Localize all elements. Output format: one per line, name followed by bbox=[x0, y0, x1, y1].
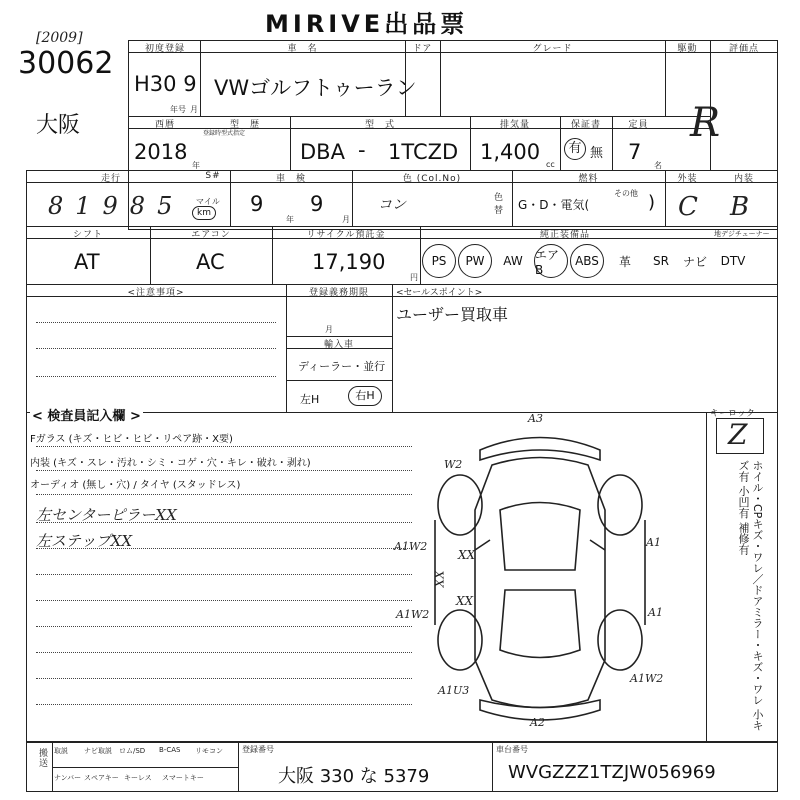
damage-mark-a1w2-rear: A1W2 bbox=[630, 672, 664, 685]
label-import: 輸入車 bbox=[323, 340, 354, 350]
inspector-heading: < 検査員記入欄 > bbox=[30, 405, 143, 424]
year-unit: 年 bbox=[192, 161, 200, 170]
displacement-value: 1,400 bbox=[480, 140, 541, 164]
label-odo: S# bbox=[205, 171, 221, 181]
label-notes: <注意事項> bbox=[127, 288, 185, 298]
color-swap-label: 色替 bbox=[494, 193, 504, 216]
label-plate: 登録番号 bbox=[242, 745, 274, 754]
equipment-item: PS bbox=[422, 244, 456, 278]
equipment-item: SR bbox=[653, 254, 669, 268]
side-notes: ホイル・CPキズ・ワレ／ドアミラー・キズ・ワレ 小キズ有 小凹有 補修有 bbox=[737, 460, 764, 731]
transport-item: キーレス bbox=[124, 774, 152, 782]
transport-item: スマートキー bbox=[162, 774, 204, 782]
damage-mark-a1u3: A1U3 bbox=[438, 684, 470, 697]
equipment-item: ABS bbox=[570, 244, 604, 278]
damage-mark-a1-right: A1 bbox=[646, 536, 661, 549]
equipment-item: DTV bbox=[720, 254, 746, 268]
form-title: MIRIVE出品票 bbox=[265, 10, 469, 38]
interior-value: B bbox=[730, 192, 750, 222]
label-mileage: 走行 bbox=[100, 174, 121, 184]
car-name-value: VWゴルフトゥーラン bbox=[214, 76, 417, 100]
transport-item: スペアキー bbox=[84, 774, 119, 782]
label-capacity: 定員 bbox=[628, 120, 649, 130]
label-grade: グレード bbox=[532, 44, 573, 54]
steering-left: 左H bbox=[300, 393, 320, 406]
person-unit: 名 bbox=[654, 161, 662, 170]
label-color: 色 (Col.No) bbox=[402, 174, 462, 184]
equipment-item: ナビ bbox=[682, 254, 707, 269]
label-model-type: 型 式 bbox=[364, 120, 395, 130]
label-car-name: 車 名 bbox=[287, 44, 318, 54]
seireki-value: 2018 bbox=[134, 140, 188, 164]
model-dash: - bbox=[358, 138, 366, 162]
import-type: ディーラー・並行 bbox=[298, 360, 386, 373]
location: 大阪 bbox=[36, 113, 81, 138]
transport-item: ナンバー bbox=[54, 774, 82, 782]
label-first-reg: 初度登録 bbox=[144, 44, 185, 54]
label-interior: 内装 bbox=[733, 174, 754, 184]
damage-mark-w2-topleft: W2 bbox=[444, 458, 463, 471]
equipment-item: エアB bbox=[534, 244, 568, 278]
transport-item: リモコン bbox=[195, 747, 223, 755]
label-warranty: 保証書 bbox=[570, 120, 601, 130]
lot-number: 30062 bbox=[18, 46, 114, 81]
month-unit: 月 bbox=[190, 105, 198, 114]
inspector-line-1: Fガラス (キズ・ヒビ・ヒビ・リペア跡・X要) bbox=[30, 434, 233, 445]
year-tag: [2009] bbox=[36, 30, 83, 46]
damage-mark-xx-1: XX bbox=[458, 548, 476, 562]
inspector-line-3: オーディオ (無し・穴) / タイヤ (スタッドレス) bbox=[30, 480, 241, 491]
keylock-mark: Z bbox=[728, 418, 748, 451]
transport-item: B-CAS bbox=[159, 746, 181, 754]
damage-mark-a1w2-left: A1W2 bbox=[394, 540, 428, 553]
nengo-unit: 年号 bbox=[170, 105, 186, 114]
damage-mark-a3-top: A3 bbox=[528, 412, 543, 425]
shift-value: AT bbox=[74, 250, 100, 274]
sales-point-text: ユーザー買取車 bbox=[396, 305, 509, 324]
capacity-value: 7 bbox=[628, 140, 642, 164]
label-katashiki-sub: 登録時型式指定 bbox=[203, 130, 246, 137]
damage-mark-a1-right-lower: A1 bbox=[648, 606, 663, 619]
label-door: ドア bbox=[412, 44, 433, 54]
label-chassis: 車台番号 bbox=[496, 745, 528, 754]
km-unit: km bbox=[192, 206, 216, 220]
mile-unit: マイル bbox=[196, 197, 220, 206]
plate-value: 大阪 330 な 5379 bbox=[278, 766, 430, 787]
inspector-line-2: 内装 (キズ・スレ・汚れ・シミ・コゲ・穴・キレ・破れ・剥れ) bbox=[30, 458, 311, 469]
label-drive: 駆動 bbox=[677, 44, 698, 54]
label-equipment: 純正装備品 bbox=[539, 230, 590, 240]
damage-mark-a2: A2 bbox=[530, 716, 545, 729]
aircon-value: AC bbox=[196, 250, 225, 274]
label-keylock: キーロック bbox=[710, 409, 755, 419]
label-aircon: エアコン bbox=[191, 230, 231, 240]
equipment-item: AW bbox=[503, 254, 523, 268]
transport-item: ロム/SD bbox=[119, 747, 146, 755]
score-value: R bbox=[690, 100, 721, 146]
shaken-year: 9 bbox=[250, 192, 264, 216]
cc-unit: cc bbox=[546, 160, 555, 169]
transport-item: ナビ取説 bbox=[84, 747, 112, 755]
shaken-month-unit: 月 bbox=[342, 215, 350, 224]
model-code: 1TCZD bbox=[388, 140, 459, 164]
damage-mark-a1w2-left-lower: A1W2 bbox=[396, 608, 430, 621]
damage-mark-xx-2: XX bbox=[456, 594, 474, 608]
mileage-value: 81985 bbox=[48, 192, 185, 220]
damage-mark-xx-3: XX bbox=[431, 570, 446, 588]
inspector-note-1: 左センターピラーXX bbox=[36, 506, 177, 524]
label-sales-point: <セールスポイント> bbox=[396, 288, 483, 298]
label-recycle: リサイクル預託金 bbox=[306, 230, 386, 240]
label-fuel: 燃料 bbox=[578, 174, 599, 184]
label-reg-deadline: 登録義務期限 bbox=[308, 288, 369, 298]
car-damage-diagram bbox=[380, 410, 700, 740]
label-displacement: 排気量 bbox=[499, 120, 530, 130]
shaken-month: 9 bbox=[310, 192, 324, 216]
first-reg-value: H30 9 bbox=[134, 72, 197, 96]
model-prefix: DBA bbox=[300, 140, 345, 164]
equipment-item: PW bbox=[458, 244, 492, 278]
label-transport: 搬送 bbox=[37, 748, 47, 768]
fuel-options: G・D・電気( bbox=[518, 198, 590, 212]
fuel-other: その他 bbox=[614, 189, 638, 198]
label-shift: シフト bbox=[72, 230, 103, 240]
exterior-value: C bbox=[678, 192, 698, 222]
chassis-value: WVGZZZ1TZJW056969 bbox=[508, 762, 716, 783]
transport-item: 取説 bbox=[54, 747, 68, 755]
reg-month-unit: 月 bbox=[325, 325, 333, 334]
label-tuner: 地デジチューナー bbox=[714, 230, 770, 238]
label-exterior: 外装 bbox=[677, 174, 698, 184]
inspector-note-2: 左ステップXX bbox=[36, 532, 133, 550]
warranty-no: 無 bbox=[590, 146, 604, 161]
label-seireki: 西暦 bbox=[154, 120, 175, 130]
fuel-close: ) bbox=[648, 192, 656, 213]
color-value: コン bbox=[378, 197, 406, 213]
label-score: 評価点 bbox=[728, 44, 759, 54]
recycle-value: 17,190 bbox=[312, 250, 386, 274]
equipment-item: 革 bbox=[618, 254, 631, 269]
yen-unit: 円 bbox=[410, 273, 418, 282]
warranty-yes: 有 bbox=[564, 138, 586, 160]
shaken-year-unit: 年 bbox=[286, 215, 294, 224]
steering-right: 右H bbox=[348, 386, 382, 406]
label-katashiki-reg: 型 歴 bbox=[229, 120, 260, 130]
label-shaken: 車 検 bbox=[275, 174, 306, 184]
